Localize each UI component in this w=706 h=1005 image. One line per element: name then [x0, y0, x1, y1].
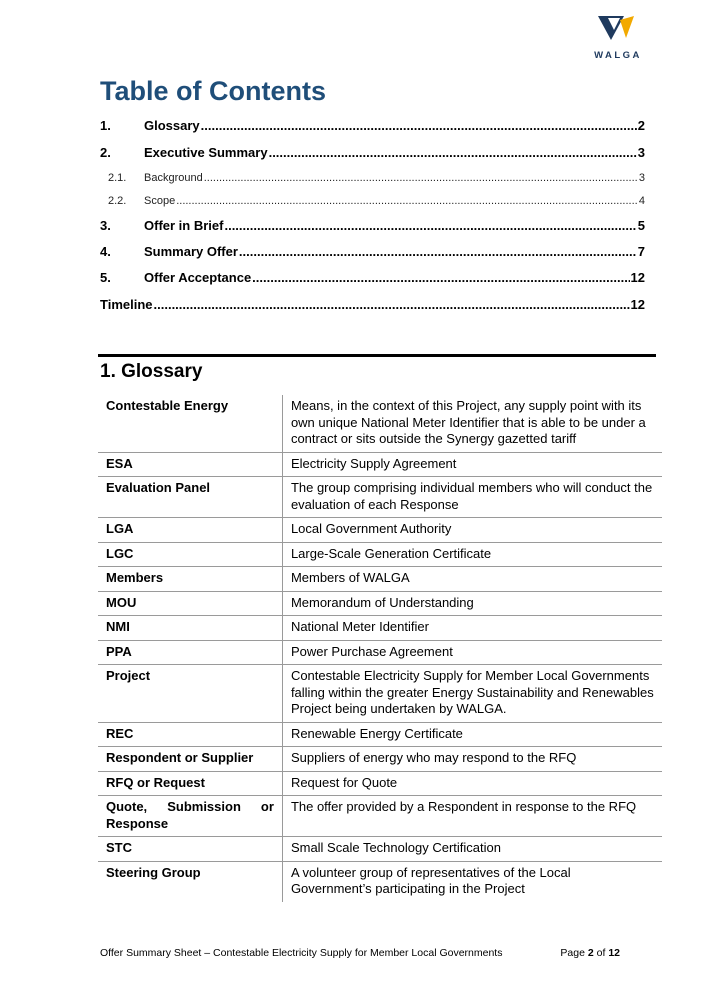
- table-row: [98, 452, 662, 477]
- glossary-definition: Electricity Supply Agreement: [282, 452, 662, 477]
- glossary-term: LGC: [98, 542, 282, 567]
- toc-leader-dots: [252, 270, 629, 285]
- section-divider: [98, 354, 656, 357]
- toc-entry-text: Glossary: [144, 118, 200, 133]
- glossary-definition: The offer provided by a Respondent in response to the RFQ: [282, 796, 662, 837]
- toc-entry-number: 3.: [100, 218, 111, 233]
- glossary-definition: The group comprising individual members who will conduct the evaluation of each Response: [282, 477, 662, 518]
- toc-entry-text: Offer Acceptance: [144, 270, 252, 285]
- toc-entry-page: 12: [630, 270, 645, 285]
- walga-logo-icon: [598, 16, 638, 46]
- toc-leader-dots: [269, 145, 637, 160]
- glossary-term: Steering Group: [98, 861, 282, 902]
- toc-entry-text: Background: [144, 172, 203, 184]
- glossary-definition: Local Government Authority: [282, 518, 662, 543]
- table-row: [98, 665, 662, 723]
- glossary-definition: Large-Scale Generation Certificate: [282, 542, 662, 567]
- toc-entry-page: 3: [637, 145, 645, 160]
- toc-entry-number: 1.: [100, 118, 111, 133]
- glossary-term: Contestable Energy: [98, 395, 282, 452]
- page-number: [560, 947, 620, 959]
- glossary-definition: A volunteer group of representatives of the Local Government’s participating in the Project: [290, 864, 571, 896]
- toc-entry-text: Executive Summary: [144, 145, 268, 160]
- glossary-term: Quote, Submission or Response: [98, 796, 282, 837]
- glossary-term: NMI: [98, 616, 282, 641]
- glossary-term: STC: [98, 837, 282, 862]
- toc-entry-page: 5: [637, 218, 645, 233]
- toc-leader-dots: [224, 218, 636, 233]
- current-page: 2: [587, 947, 594, 959]
- glossary-heading: 1. Glossary: [100, 361, 203, 382]
- glossary-definition: Memorandum of Understanding: [282, 591, 662, 616]
- toc-entry-text: Timeline: [100, 297, 153, 312]
- page-footer: [100, 947, 620, 959]
- glossary-term: ESA: [98, 452, 282, 477]
- glossary-term: REC: [98, 722, 282, 747]
- table-row: [98, 395, 662, 452]
- glossary-definition: Members of WALGA: [282, 567, 662, 592]
- toc-entry-page: 4: [638, 195, 645, 207]
- table-row: [98, 591, 662, 616]
- table-row: [98, 861, 662, 902]
- glossary-term: Members: [98, 567, 282, 592]
- page-label: Page: [560, 947, 585, 959]
- total-pages: 12: [608, 947, 620, 959]
- glossary-definition: National Meter Identifier: [282, 616, 662, 641]
- glossary-term: Evaluation Panel: [98, 477, 282, 518]
- glossary-term: Respondent or Supplier: [98, 747, 282, 772]
- table-row: [98, 542, 662, 567]
- glossary-term: MOU: [98, 591, 282, 616]
- toc-leader-dots: [239, 244, 637, 259]
- toc-entry-page: 12: [630, 297, 645, 312]
- toc-title: Table of Contents: [100, 76, 326, 106]
- toc-entry-offer-in-brief[interactable]: [100, 218, 645, 233]
- toc-entry-page: 7: [637, 244, 645, 259]
- toc-entry-scope[interactable]: [100, 195, 645, 207]
- toc-entry-executive-summary[interactable]: [100, 145, 645, 160]
- glossary-definition: Suppliers of energy who may respond to the RFQ: [282, 747, 662, 772]
- table-row: [98, 518, 662, 543]
- table-row: [98, 640, 662, 665]
- table-row: [98, 796, 662, 837]
- toc-entry-background[interactable]: [100, 172, 645, 184]
- glossary-definition: Means, in the context of this Project, any supply point with its own unique National Meter Identifier that is able to be under a contract or sits outside the Synergy gazetted tariff: [282, 395, 662, 452]
- toc-entry-number: 2.: [100, 145, 111, 160]
- table-row: [98, 477, 662, 518]
- toc-entry-page: 3: [638, 172, 645, 184]
- glossary-definition: Renewable Energy Certificate: [282, 722, 662, 747]
- glossary-definition: Power Purchase Agreement: [282, 640, 662, 665]
- toc-entry-number: 2.1.: [108, 172, 127, 184]
- table-row: [98, 837, 662, 862]
- toc-entry-number: 2.2.: [108, 195, 127, 207]
- glossary-definition: Contestable Electricity Supply for Member Local Governments falling within the greater Energy Sustainability and Renewables Project being undertaken by WALGA.: [282, 665, 662, 723]
- toc-entry-number: 4.: [100, 244, 111, 259]
- toc-leader-dots: [201, 118, 637, 133]
- table-row: [98, 722, 662, 747]
- glossary-definition: Small Scale Technology Certification: [282, 837, 662, 862]
- toc-entry-text: Offer in Brief: [144, 218, 224, 233]
- table-row: [98, 747, 662, 772]
- table-row: [98, 567, 662, 592]
- table-row: [98, 616, 662, 641]
- walga-logo: [588, 16, 648, 62]
- toc-entry-text: Scope: [144, 195, 176, 207]
- table-row: [98, 771, 662, 796]
- glossary-definition: Request for Quote: [282, 771, 662, 796]
- footer-text: Offer Summary Sheet – Contestable Electricity Supply for Member Local Governments: [100, 947, 503, 959]
- of-label: of: [596, 947, 606, 959]
- logo-text: WALGA: [594, 50, 642, 61]
- glossary-table: [98, 395, 662, 902]
- glossary-term: Project: [98, 665, 282, 723]
- toc-entry-glossary[interactable]: [100, 118, 645, 133]
- toc-entry-text: Summary Offer: [144, 244, 238, 259]
- toc-entry-offer-acceptance[interactable]: [100, 270, 645, 285]
- toc-entry-number: 5.: [100, 270, 111, 285]
- glossary-term: PPA: [98, 640, 282, 665]
- toc-entry-page: 2: [637, 118, 645, 133]
- glossary-term: LGA: [98, 518, 282, 543]
- toc-entry-summary-offer[interactable]: [100, 244, 645, 259]
- toc-leader-dots: [176, 195, 638, 207]
- glossary-term: RFQ or Request: [98, 771, 282, 796]
- toc-entry-timeline[interactable]: [100, 297, 645, 312]
- toc-leader-dots: [204, 172, 638, 184]
- toc-leader-dots: [154, 297, 630, 312]
